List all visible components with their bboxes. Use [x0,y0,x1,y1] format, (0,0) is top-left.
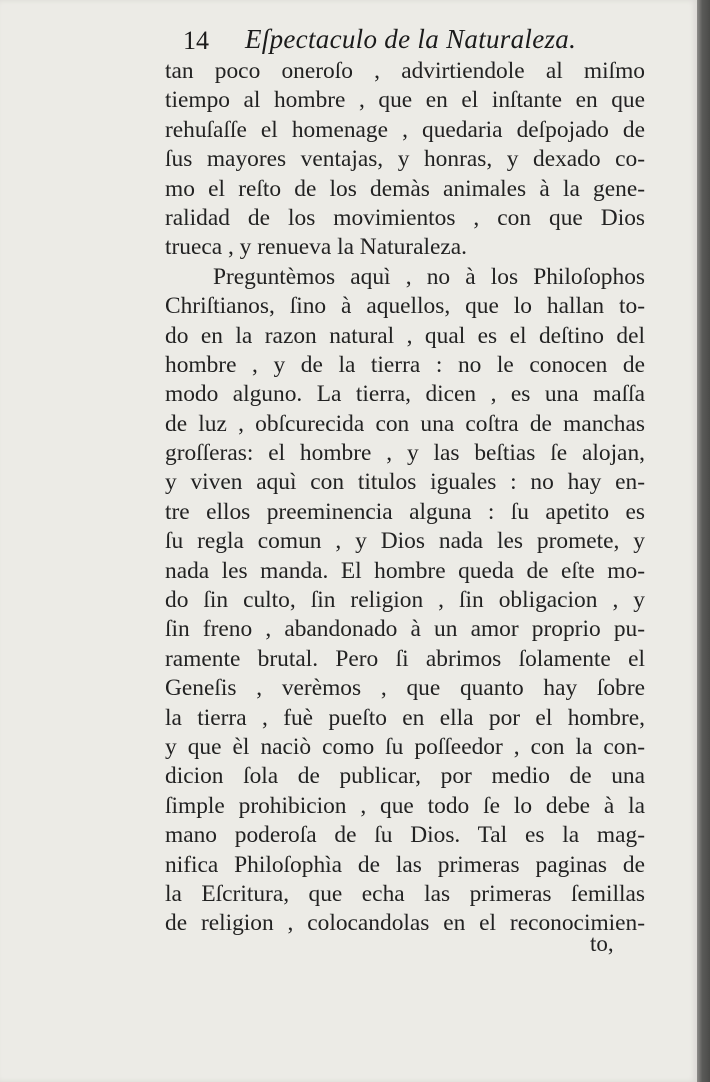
text-line: ſin freno , abandonado à un amor proprio pu- [165,616,645,643]
text-line: mo el reſto de los demàs animales à la gene- [165,175,645,202]
text-line: tan poco oneroſo , advirtiendole al miſmo [165,58,645,84]
text-line: tiempo al hombre , que en el inſtante en que [165,87,645,114]
text-line: rehuſaſſe el homenage , quedaria deſpojado de [165,116,645,143]
text-line: dicion ſola de publicar, por medio de una [165,763,645,790]
body-text [165,57,645,939]
text-line: y que èl naciò como ſu poſſeedor , con la con- [165,733,645,760]
page-number: 14 [183,26,209,55]
text-line: mano poderoſa de ſu Dios. Tal es la mag- [165,822,645,849]
text-line: ralidad de los movimientos , con que Dios [165,204,645,231]
text-line: tre ellos preeminencia alguna : ſu apetito es [165,498,645,525]
text-line: ſimple prohibicion , que todo ſe lo debe à la [165,792,645,819]
text-line: ramente brutal. Pero ſi abrimos ſolamente el [165,645,645,672]
text-line: hombre , y de la tierra : no le conocen de [165,351,645,378]
text-line: do ſin culto, ſin religion , ſin obligacion , y [165,587,645,614]
catchword: to, [590,931,614,956]
paragraph-first-line: Preguntèmos aquì , no à los Philoſophos [213,263,645,290]
text-line: groſſeras: el hombre , y las beſtias ſe alojan, [165,440,645,467]
text-line: la Eſcritura, que echa las primeras ſemillas [165,880,645,907]
text-line: ſu regla comun , y Dios nada les promete, y [165,528,645,555]
text-line: modo alguno. La tierra, dicen , es una maſſa [165,381,645,408]
text-line: de religion , colocandolas en el reconocimien- [165,910,645,937]
text-line: nifica Philoſophìa de las primeras paginas de [165,851,645,878]
text-line: la tierra , fuè pueſto en ella por el hombre, [165,704,645,731]
text-line: de luz , obſcurecida con una coſtra de manchas [165,410,645,437]
text-line: y viven aquì con titulos iguales : no hay en- [165,469,645,496]
text-line: trueca , y renueva la Naturaleza. [165,234,467,261]
text-line: do en la razon natural , qual es el deſtino del [165,322,645,349]
page-header [183,22,603,62]
page-edge [697,0,710,1082]
text-line: ſus mayores ventajas, y honras, y dexado co- [165,146,645,173]
text-line: nada les manda. El hombre queda de eſte mo- [165,557,645,584]
text-line: Geneſis , verèmos , que quanto hay ſobre [165,675,645,702]
text-line: Chriſtianos, ſino à aquellos, que lo hallan to- [165,293,645,320]
running-title: Eſpectaculo de la Naturaleza. [245,24,577,54]
